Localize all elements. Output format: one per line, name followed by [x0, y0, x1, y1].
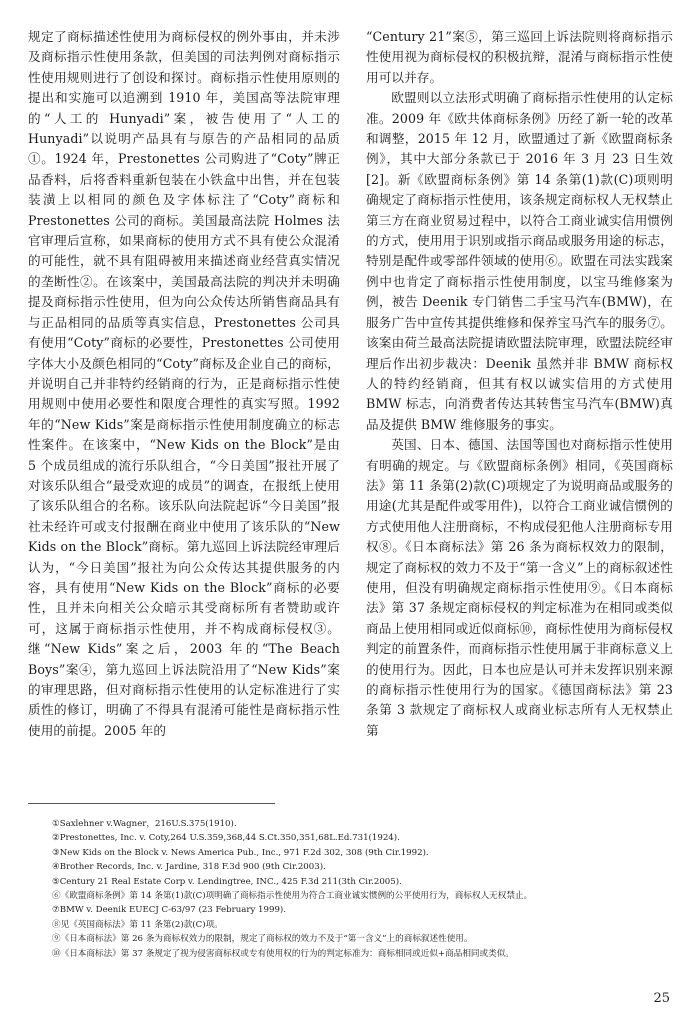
- footnote-1: ①Saxlehner v.Wagner，216U.S.375(1910).: [52, 819, 237, 829]
- footnote-9: ⑨《日本商标法》第 26 条为商标权效力的限制，规定了商标权的效力不及于“第一含义”上的商标叙述性使用。: [52, 934, 473, 945]
- footnote-5: ⑤Century 21 Real Estate Corp v. Lendingtree, INC., 425 F.3d 211(3th Cir.2005).: [52, 876, 402, 887]
- left-text-column: [28, 27, 340, 741]
- right-paragraph-1: “Century 21”案⑤，第三巡回上诉法院则将商标指示性使用视为商标侵权的积极抗辩，混淆与商标指示性使用可以并存。: [366, 29, 673, 85]
- footnote-8: ⑧见《英国商标法》第 11 条第(2)款(C)项。: [52, 919, 223, 930]
- right-paragraph-2: 欧盟则以立法形式明确了商标指示性使用的认定标准。2009 年《欧共体商标条例》历经了新一轮的改革和调整，2015 年 12 月，欧盟通过了新《欧盟商标条例》，其中大部分条款已于 2016 年 3 月 23 日生效[2]。新《欧盟商标条例》第 14 条第(1)款(C)项则明确规定了商标指示性使用，该条规定商标权人无权禁止第三方在商业贸易过程中，以符合工商业诚实信用惯例的方式，使用用于识别或指示商品或服务用途的标志，特别是配件或零部件领域的使用⑥。欧盟在司法实践案例中也肯定了商标指示性使用制度，以宝马维修案为例，被告 Deenik 专门销售二手宝马汽车(BMW)，在服务广告中宣传其提供维修和保养宝马汽车的服务⑦。该案由荷兰最高法院提请欧盟法院审理，欧盟法院经审理后作出初步裁决：Deenik 虽然并非 BMW 商标权人的特约经销商，但其有权以诚实信用的方式使用 BMW 标志，向消费者传达其转售宝马汽车(BMW)真品及提供 BMW 维修服务的事实。: [366, 90, 673, 432]
- footnote-2: ②Prestonettes, Inc. v. Coty,264 U.S.359,368,44 S.Ct.350,351,68L.Ed.731(1924).: [52, 833, 400, 844]
- footnote-divider: [28, 803, 275, 804]
- right-text-column: [366, 27, 673, 741]
- footnote-4: ④Brother Records, Inc. v. Jardine, 318 F.3d 900 (9th Cir.2003).: [52, 862, 326, 873]
- left-paragraph-1: 规定了商标描述性使用为商标侵权的例外事由，并未涉及商标指示性使用条款，但美国的司法判例对商标指示性使用规则进行了创设和探讨。商标指示性使用原则的提出和实施可以追溯到 1910 年，美国高等法院审理的“人工的 Hunyadi”案，被告使用了“人工的 Hunyadi”以说明产品具有与原告的产品相同的品质①。1924 年，Prestonettes 公司购进了“Coty”牌正品香料，后将香料重新包装在小铁盒中出售，并在包装装潢上以相同的颜色及字体标注了“Coty”商标和 Prestonettes 公司的商标。美国最高法院 Holmes 法官审理后宣称，如果商标的使用方式不具有使公众混淆的可能性，就不具有阻碍被用来描述商业经营真实情况的垄断性②。在该案中，美国最高法院的判决并未明确提及商标指示性使用，但为向公众传达所销售商品具有与正品相同的品质等真实信息，Prestonettes 公司具有使用“Coty”商标的必要性，Prestonettes 公司使用字体大小及颜色相同的“Coty”商标及企业自己的商标，并说明自己并非特约经销商的行为，正是商标指示性使用规则中使用必要性和限度合理性的真实写照。1992 年的“New Kids”案是商标指示性使用制度确立的标志性案件。在该案中，“New Kids on the Block”是由 5 个成员组成的流行乐队组合，“今日美国”报社开展了对该乐队组合“最受欢迎的成员”的调查，在报纸上使用了该乐队组合的名称。该乐队向法院起诉“今日美国”报社未经许可或支付报酬在商业中使用了该乐队的“New Kids on the Block”商标。第九巡回上诉法院经审理后认为，“今日美国”报社为向公众传达其提供服务的内容，具有使用“New Kids on the Block”商标的必要性，且并未向相关公众暗示其受商标所有者赞助或许可，这属于商标指示性使用，并不构成商标侵权③。继“New Kids”案之后，2003 年的“The Beach Boys”案④，第九巡回上诉法院沿用了“New Kids”案的审理思路，但对商标指示性使用的认定标准进行了实质性的修订，明确了不得具有混淆可能性是商标指示性使用的前提。2005 年的: [28, 29, 340, 738]
- footnotes: [52, 817, 672, 961]
- footnote-3: ③New Kids on the Block v. News America Pub., Inc., 971 F.2d 302, 308 (9th Cir.1992).: [52, 847, 429, 858]
- footnote-6: ⑥《欧盟商标条例》第 14 条第(1)款(C)项明确了商标指示性使用为符合工商业诚实惯例的公平使用行为，商标权人无权禁止。: [52, 891, 533, 902]
- page-number: 25: [653, 991, 670, 1006]
- footnote-10: ⑩《日本商标法》第 37 条规定了视为侵害商标权或专有使用权的行为的判定标准为：商标相同或近似+商品相同或类似。: [52, 948, 514, 959]
- footnote-7: ⑦BMW v. Deenik EUECJ C-63/97 (23 February 1999).: [52, 905, 286, 916]
- right-paragraph-3: 英国、日本、德国、法国等国也对商标指示性使用有明确的规定。与《欧盟商标条例》相同，《英国商标法》第 11 条第(2)款(C)项规定了为说明商品或服务的用途(尤其是配件或零用件)，以符合工商业诚信惯例的方式使用他人注册商标，不构成侵犯他人注册商标专用权⑧。《日本商标法》第 26 条为商标权效力的限制，规定了商标权的效力不及于“第一含义”上的商标叙述性使用，但没有明确规定商标指示性使用⑨。《日本商标法》第 37 条规定商标侵权的判定标准为在相同或类似商品上使用相同或近似商标⑩，商标性使用为商标侵权判定的前置条件，而商标指示性使用属于非商标意义上的使用行为。因此，日本也应是认可并未发挥识别来源的商标指示性使用行为的国家。《德国商标法》第 23 条第 3 款规定了商标权人或商业标志所有人无权禁止第: [366, 437, 673, 738]
